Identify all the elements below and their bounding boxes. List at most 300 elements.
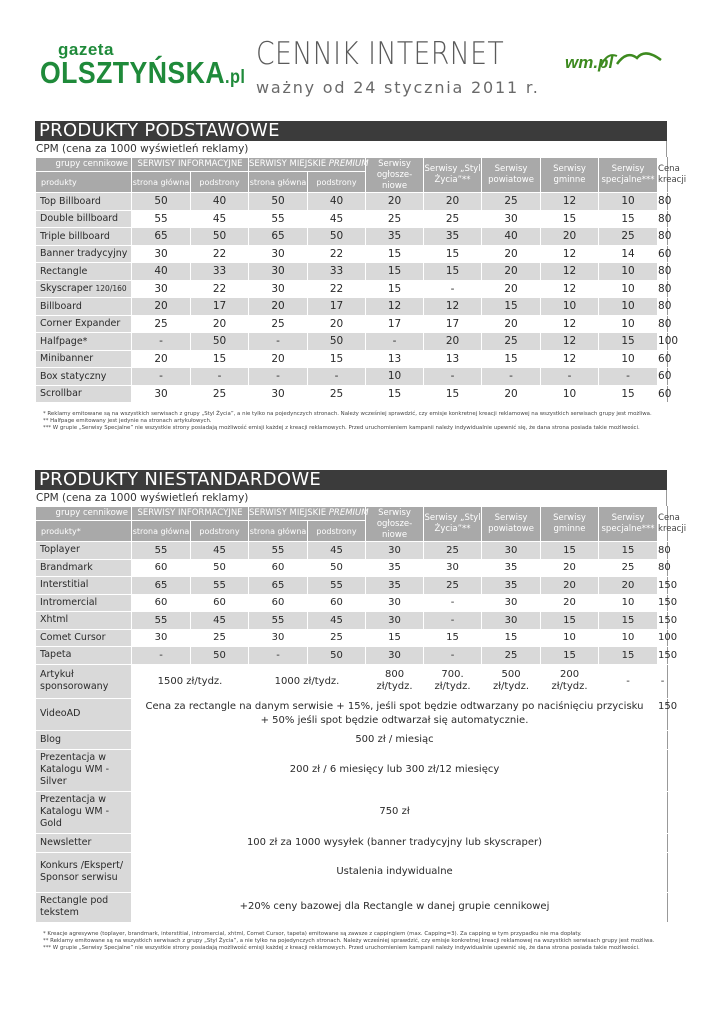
cell: 80: [658, 559, 668, 577]
videoad-text-1: Cena za rectangle na danym serwisie + 15%, jeśli spot będzie odtwarzany po naciśnięciu przycisku: [145, 701, 644, 712]
table-row: [36, 698, 668, 730]
cell: 60: [658, 350, 668, 368]
cell: 25: [424, 210, 482, 228]
row-name: [36, 315, 132, 333]
cell: 15: [482, 298, 541, 316]
cell: 15: [424, 385, 482, 403]
col-commune: Serwisy gminne: [541, 158, 599, 193]
cell: -: [424, 612, 482, 630]
col-info-pages: podstrony: [191, 521, 249, 542]
cell: +20% ceny bazowej dla Rectangle w danej grupie cennikowej: [132, 892, 658, 922]
cell: 200 zł/tydz.: [541, 664, 599, 698]
cell: -: [424, 594, 482, 612]
row-name-text: Skyscraper: [40, 283, 96, 295]
col-special: Serwisy specjalne***: [599, 507, 658, 542]
cell: 15: [366, 385, 424, 403]
col-district: Serwisy powiatowe: [482, 158, 541, 193]
table-row: [36, 385, 668, 403]
cell: 80: [658, 315, 668, 333]
row-name: [36, 280, 132, 298]
cell: 150: [658, 577, 668, 595]
cell: 20: [482, 315, 541, 333]
row-name-text: Intromercial: [40, 596, 98, 608]
cell: 20: [482, 385, 541, 403]
cell: 12: [541, 263, 599, 281]
cell: 25: [482, 333, 541, 351]
col-city-label: SERWISY MIEJSKIE: [249, 508, 329, 518]
cell: -: [191, 368, 249, 386]
col-city-pages: podstrony: [308, 172, 366, 193]
cell: 50: [191, 228, 249, 246]
cell: 50: [191, 647, 249, 665]
table-row: [36, 730, 668, 749]
cell: 20: [599, 577, 658, 595]
cell: 15: [424, 245, 482, 263]
cell: 33: [308, 263, 366, 281]
row-name: Artykuł sponsorowany: [36, 664, 132, 698]
cell: 20: [541, 559, 599, 577]
row-name: VideoAD: [36, 698, 132, 730]
cell: 500 zł / miesiąc: [132, 730, 658, 749]
col-ads: Serwisy ogłosze-niowe: [366, 507, 424, 542]
cell: 80: [658, 228, 668, 246]
row-name-text: Minibanner: [40, 353, 94, 365]
table-row: [36, 629, 668, 647]
cell: 12: [541, 245, 599, 263]
cell: -: [658, 664, 668, 698]
cell: 100: [658, 333, 668, 351]
table-row: [36, 749, 668, 791]
cell: 80: [658, 280, 668, 298]
cell: -: [541, 368, 599, 386]
cell: 17: [308, 298, 366, 316]
col-info: SERWISY INFORMACYJNE: [132, 507, 249, 521]
cell: 15: [191, 350, 249, 368]
table-row: [36, 193, 668, 211]
section-title: PRODUKTY NIESTANDARDOWE: [35, 470, 667, 490]
row-name: [36, 629, 132, 647]
col-price: Cena kreacji: [658, 507, 668, 542]
row-name: [36, 559, 132, 577]
cell: 20: [482, 245, 541, 263]
cell: 150: [658, 647, 668, 665]
cell: 25: [191, 385, 249, 403]
cell: 12: [541, 350, 599, 368]
cell: 13: [424, 350, 482, 368]
cell: 10: [599, 629, 658, 647]
cell: 45: [191, 542, 249, 560]
nonstandard-footnotes: [35, 931, 667, 952]
row-name: [36, 385, 132, 403]
cell: 17: [424, 315, 482, 333]
col-city-main: strona główna: [249, 521, 308, 542]
col-city: [249, 507, 369, 521]
logo-olsztynska[interactable]: [40, 55, 245, 91]
cell: 10: [599, 315, 658, 333]
cell: -: [132, 647, 191, 665]
cell: 150: [658, 612, 668, 630]
col-info-main: strona główna: [132, 172, 191, 193]
cell: 10: [599, 263, 658, 281]
cpm-label: CPM (cena za 1000 wyświetleń reklamy): [35, 490, 667, 506]
cell: 55: [132, 542, 191, 560]
col-city-main: strona główna: [249, 172, 308, 193]
cell: -: [249, 368, 308, 386]
cell: 15: [599, 333, 658, 351]
footnote: * Reklamy emitowane są na wszystkich serwisach z grupy „Styl Życia”, a nie tylko na pojedynczych stronach. Należy wcześniej sprawdzić, czy emisje konkretnej kreacji reklamowej na wszystkich serwisach grupy jest możliwa.: [43, 411, 652, 417]
cell: 800 zł/tydz.: [366, 664, 424, 698]
cell: 20: [424, 333, 482, 351]
cell: -: [482, 368, 541, 386]
cell: 750 zł: [132, 791, 658, 833]
cell: 15: [366, 280, 424, 298]
basic-footnotes: [35, 411, 667, 432]
groups-label: grupy cennikowe: [36, 507, 132, 521]
cell: 50: [308, 333, 366, 351]
col-ads: Serwisy ogłosze-niowe: [366, 158, 424, 193]
row-name-text: Toplayer: [40, 544, 80, 556]
row-name-text: Double billboard: [40, 213, 119, 225]
table-row: [36, 350, 668, 368]
row-name-text: Interstitial: [40, 579, 89, 591]
cell: -: [366, 333, 424, 351]
cell: 30: [132, 245, 191, 263]
cell: 15: [599, 542, 658, 560]
cell: 20: [249, 350, 308, 368]
cell: 30: [482, 612, 541, 630]
cell: 200 zł / 6 miesięcy lub 300 zł/12 miesięcy: [132, 749, 658, 791]
cell: 15: [541, 542, 599, 560]
cell: -: [599, 368, 658, 386]
col-commune: Serwisy gminne: [541, 507, 599, 542]
row-name: [36, 350, 132, 368]
cell: 20: [132, 298, 191, 316]
cell: 35: [366, 577, 424, 595]
row-name-text: Tapeta: [40, 649, 72, 661]
cell: 50: [132, 193, 191, 211]
cell: 30: [249, 385, 308, 403]
cell: 25: [599, 559, 658, 577]
cell: 35: [366, 228, 424, 246]
nonstandard-price-table: [35, 506, 687, 923]
table-row: [36, 315, 668, 333]
cell: 80: [658, 193, 668, 211]
cell: 60: [132, 594, 191, 612]
page-title: CENNIK INTERNET: [256, 36, 505, 72]
cell: 60: [132, 559, 191, 577]
cell: 30: [249, 280, 308, 298]
row-name: Prezentacja w Katalogu WM - Silver: [36, 749, 132, 791]
col-city-premium: PREMIUM: [328, 508, 369, 518]
cell: 35: [482, 559, 541, 577]
cell: [658, 791, 668, 833]
products-label: produkty*: [36, 521, 132, 542]
header: [0, 0, 725, 118]
cell: 20: [482, 280, 541, 298]
row-name: [36, 612, 132, 630]
col-info: SERWISY INFORMACYJNE: [132, 158, 249, 172]
valid-from-date: ważny od 24 stycznia 2011 r.: [256, 78, 540, 97]
row-name-text: Rectangle: [40, 265, 88, 277]
cell: 30: [366, 594, 424, 612]
cell: 17: [191, 298, 249, 316]
row-name: [36, 263, 132, 281]
col-city-premium: PREMIUM: [328, 159, 369, 169]
cell: 15: [541, 647, 599, 665]
col-city-pages: podstrony: [308, 521, 366, 542]
section-nonstandard-products: [35, 469, 687, 952]
cell: 15: [424, 263, 482, 281]
cell: 22: [191, 245, 249, 263]
row-name-text: Banner tradycyjny: [40, 248, 128, 260]
cell: 30: [249, 245, 308, 263]
cell: 35: [424, 228, 482, 246]
cell: 20: [132, 350, 191, 368]
cell: 30: [132, 385, 191, 403]
cell: 15: [366, 263, 424, 281]
cell: 12: [541, 193, 599, 211]
cell: 65: [249, 577, 308, 595]
col-style: Serwisy „Styl Życia”**: [424, 158, 482, 193]
cell: [658, 749, 668, 791]
footnote: ** Reklamy emitowane są na wszystkich serwisach z grupy „Styl Życia”, a nie tylko na pojedynczych stronach. Należy wcześniej sprawdzić, czy emisje konkretnej kreacji reklamowej na wszystkich serwisach grupy jest możliwa.: [43, 937, 655, 944]
table-row: [36, 612, 668, 630]
cell: 12: [366, 298, 424, 316]
cell: 10: [599, 594, 658, 612]
cell: 10: [599, 280, 658, 298]
cell: 15: [482, 629, 541, 647]
cell: 13: [366, 350, 424, 368]
row-name: [36, 210, 132, 228]
cell: 15: [424, 629, 482, 647]
row-name-note: 120/160: [95, 284, 127, 294]
footnote: * Kreacje agresywne (toplayer, brandmark, interstitial, intromercial, xhtml, Comet Cursor, tapeta) emitowane są zawsze z cappingiem (max. Capping=3). Za capping w tym przypadku nie ma dopłaty.: [43, 930, 582, 937]
cell: 25: [424, 577, 482, 595]
cell: 25: [132, 315, 191, 333]
col-price: Cena kreacji: [658, 158, 668, 193]
cell: 65: [132, 577, 191, 595]
cell: 35: [482, 577, 541, 595]
section-basic-products: [35, 120, 687, 432]
row-name: [36, 577, 132, 595]
cell: 25: [599, 228, 658, 246]
row-name: [36, 594, 132, 612]
cell: 60: [249, 594, 308, 612]
table-row: [36, 228, 668, 246]
col-style: Serwisy „Styl Życia”**: [424, 507, 482, 542]
row-name: Prezentacja w Katalogu WM - Gold: [36, 791, 132, 833]
table-row: [36, 298, 668, 316]
cell: 15: [366, 245, 424, 263]
cell: -: [132, 333, 191, 351]
cell: 15: [599, 612, 658, 630]
cell: 12: [541, 315, 599, 333]
table-row: [36, 664, 668, 698]
cell: 15: [366, 629, 424, 647]
row-name-text: Comet Cursor: [40, 631, 106, 643]
cell: Ustalenia indywidualne: [132, 852, 658, 892]
row-name: Blog: [36, 730, 132, 749]
cell: 60: [191, 594, 249, 612]
wm-logo-text: wm.pl: [565, 53, 614, 72]
row-name: Rectangle pod tekstem: [36, 892, 132, 922]
wm-logo[interactable]: [561, 44, 665, 84]
col-district: Serwisy powiatowe: [482, 507, 541, 542]
cell: 80: [658, 263, 668, 281]
cell: 22: [308, 245, 366, 263]
cell: 60: [658, 245, 668, 263]
table-row: [36, 594, 668, 612]
cell: 10: [541, 298, 599, 316]
cell: 40: [191, 193, 249, 211]
cell: [658, 852, 668, 892]
cell: 15: [482, 350, 541, 368]
cell: 14: [599, 245, 658, 263]
cell: 25: [308, 385, 366, 403]
table-row: [36, 647, 668, 665]
cell: -: [424, 647, 482, 665]
footnote: ** Halfpage emitowany jest jedynie na stronach artykułowych.: [43, 418, 212, 424]
cell: 35: [366, 559, 424, 577]
cell: 60: [308, 594, 366, 612]
cell: 30: [366, 647, 424, 665]
table-row: [36, 577, 668, 595]
row-name: [36, 368, 132, 386]
row-name: [36, 298, 132, 316]
table-row: [36, 791, 668, 833]
table-row: [36, 559, 668, 577]
cell: 10: [366, 368, 424, 386]
table-row: [36, 368, 668, 386]
logo-suffix: .pl: [225, 67, 246, 88]
cell: 50: [308, 647, 366, 665]
cell: [658, 833, 668, 852]
cell: 55: [132, 210, 191, 228]
cell: 50: [191, 559, 249, 577]
cell: 55: [132, 612, 191, 630]
cell: 80: [658, 298, 668, 316]
cell: -: [249, 333, 308, 351]
cell: 30: [366, 542, 424, 560]
table-row: [36, 852, 668, 892]
cell: 45: [308, 542, 366, 560]
section-title: PRODUKTY PODSTAWOWE: [35, 121, 667, 141]
cell: 100 zł za 1000 wysyłek (banner tradycyjny lub skyscraper): [132, 833, 658, 852]
cell: 20: [541, 577, 599, 595]
table-row: [36, 210, 668, 228]
col-info-main: strona główna: [132, 521, 191, 542]
row-name: [36, 228, 132, 246]
row-name-text: Corner Expander: [40, 318, 121, 330]
cell: 10: [599, 298, 658, 316]
cell: 20: [424, 193, 482, 211]
cell: 15: [541, 612, 599, 630]
row-name: [36, 647, 132, 665]
cell: 12: [541, 280, 599, 298]
cell: 50: [308, 559, 366, 577]
col-special: Serwisy specjalne***: [599, 158, 658, 193]
cell: 20: [308, 315, 366, 333]
cell: 40: [132, 263, 191, 281]
table-row: [36, 333, 668, 351]
cell: 40: [482, 228, 541, 246]
row-name: Newsletter: [36, 833, 132, 852]
cell: 80: [658, 542, 668, 560]
cell: 50: [308, 228, 366, 246]
cell: 30: [482, 594, 541, 612]
cell: 65: [132, 228, 191, 246]
cell: 45: [191, 210, 249, 228]
cell: 150: [658, 698, 668, 730]
cell: 25: [249, 315, 308, 333]
table-row: [36, 833, 668, 852]
col-city: [249, 158, 369, 172]
row-name-text: Scrollbar: [40, 388, 82, 400]
row-name-text: Halfpage*: [40, 335, 88, 347]
cell: 50: [191, 333, 249, 351]
cell: 60: [249, 559, 308, 577]
cpm-label: CPM (cena za 1000 wyświetleń reklamy): [35, 141, 667, 157]
videoad-text-2: + 50% jeśli spot będzie odtwarzał się automatycznie.: [260, 715, 529, 726]
cell: 20: [541, 594, 599, 612]
cell: 10: [541, 385, 599, 403]
cell: 15: [308, 350, 366, 368]
col-info-pages: podstrony: [191, 172, 249, 193]
table-row: [36, 892, 668, 922]
cell: 10: [599, 350, 658, 368]
cell: 20: [191, 315, 249, 333]
row-name: [36, 245, 132, 263]
row-name-text: Top Billboard: [40, 195, 101, 207]
cell: 100: [658, 629, 668, 647]
cell: 80: [658, 210, 668, 228]
cell: 55: [191, 577, 249, 595]
cell: 22: [191, 280, 249, 298]
cell: 12: [541, 333, 599, 351]
row-name: [36, 542, 132, 560]
row-name: [36, 193, 132, 211]
cell: 30: [482, 542, 541, 560]
cell: -: [424, 368, 482, 386]
cell: 1500 zł/tydz.: [132, 664, 249, 698]
cell: 20: [541, 228, 599, 246]
cell: 15: [599, 647, 658, 665]
cell: 25: [191, 629, 249, 647]
cell: 65: [249, 228, 308, 246]
cell: 30: [249, 629, 308, 647]
cell: 60: [658, 368, 668, 386]
cell: 150: [658, 594, 668, 612]
cell: 25: [482, 647, 541, 665]
cell: 10: [599, 193, 658, 211]
cell: 20: [366, 193, 424, 211]
row-name-text: Xhtml: [40, 614, 69, 626]
cell: -: [249, 647, 308, 665]
col-city-label: SERWISY MIEJSKIE: [249, 159, 329, 169]
groups-label: grupy cennikowe: [36, 158, 132, 172]
cell: 22: [308, 280, 366, 298]
cell: 20: [482, 263, 541, 281]
cell: 30: [249, 263, 308, 281]
cell: 25: [308, 629, 366, 647]
cell: 700. zł/tydz.: [424, 664, 482, 698]
row-name-text: Billboard: [40, 300, 82, 312]
row-name-text: Triple billboard: [40, 230, 110, 242]
cell: 30: [132, 629, 191, 647]
cell: 1000 zł/tydz.: [249, 664, 366, 698]
cell: 55: [249, 612, 308, 630]
table-row: [36, 245, 668, 263]
